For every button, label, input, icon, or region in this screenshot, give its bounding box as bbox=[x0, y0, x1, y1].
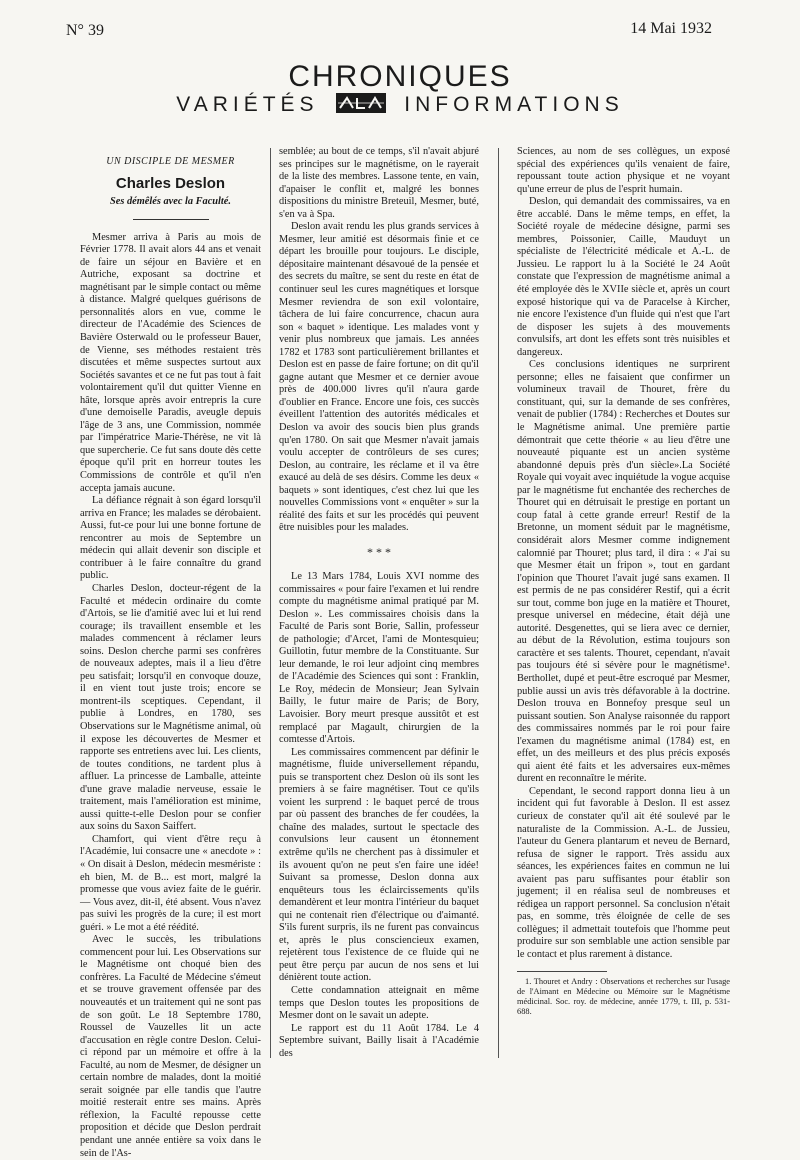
footnote: 1. Thouret et Andry : Observations et recherches sur l'usage de l'Aimant en Médecine ou Mémoire sur le Magnétisme médicinal. Soc. roy. de médecine, année 1779, t. III, p. 531-688. bbox=[517, 976, 730, 1016]
paragraph: semblée; au bout de ce temps, s'il n'avait abjuré ses principes sur le magnétisme, on le rayerait de la liste des membres. Lassone tente, en vain, d'apaiser le conflit et, malgré les bonnes dispositions du ministre Breteuil, Mesmer, buté, s'en va à Spa. bbox=[279, 146, 479, 220]
paragraph: Ces conclusions identiques ne surprirent personne; elles ne faisaient que confirmer un volumineux travail de Thouret, frère du constituant, qui, sur la demande de ses confrères, venait de publier (1784) : Recherches et Doutes sur le Magnétisme animal. Une première partie démontrait que cette théorie « au lieu d'être une nouveauté piquante est un ancien système abandonné depuis près d'un siècle».La Société Royale qui voyait avec inquiétude la vogue acquise par le magnétisme fut enchantée des recherches de Thouret qui en détruisait le prestige en portant un coup fatal à cette grande erreur! Restif de la Bretonne, un moment séduit par le magnétisme, considérait alors Mesmer comme indignement calomnié par Thouret; plus tard, il dira : « J'ai su que Mesmer était un fripon », tout en gardant l'opinion que Thouret l'avait jugé sans examen. Il est permis de ne pas considérer Restif, qui a écrit sur tout, comme bon juge en la matière et Thouret, presque universel en médecine, était déjà une autorité. Desgenettes, qui se liera avec ce dernier, au début de la Révolution, estima toujours son caractère et ses talents. Thouret, cependant, n'avait pas toujours été si sévère pour le magnétisme¹. Berthollet, dupé et peut-être escroqué par Mesmer, publie aussi un avis très défavorable à la doctrine. Deslon trouva en Bonnefoy presque seul un puissant soutien. Son Analyse raisonnée du rapport des commissaires nommés par le roi pour faire l'examen du magnétisme animal (1784) est, en effet, un des meilleurs et des plus précis exposés qui aient été faits et les adversaires eux-mêmes durent en reconnaître le mérite. bbox=[517, 359, 730, 785]
paragraph: Deslon, qui demandait des commissaires, va en être accablé. Dans le même temps, en effet, la Société royale de médecine désigne, parmi ses membres, Poissonier, Caille, Mauduyt un spécialiste de l'électricité médicale et A.-L. de Jussieu. Le rapport lu à la Société le 24 Août constate que l'expression de magnétisme animal a été employée dès le XVIIe siècle et, après un court exposé historique qui va de Paracelse à Kircher, nie encore l'existence d'un fluide qui n'est que l'art de disposer les sujets à des mouvements convulsifs, art dont les effets sont très nuisibles et dangereux. bbox=[517, 196, 730, 358]
column-divider bbox=[270, 148, 271, 1058]
paragraph: Les commissaires commencent par définir le magnétisme, fluide universellement répandu, puis se transportent chez Deslon où ils sont les premiers à se faire magnétiser. Tout ce qu'ils voient les surprend : le baquet percé de trous par où passent des branches de fer coudées, la chaîne des malades, surtout le spectacle des convulsions leur causent un étonnement extrême qu'ils ne cherchent pas à dissimuler et ils avouent qu'on ne peut s'en faire une idée! Suivant sa promesse, Deslon donna aux enquêteurs tous les éclaircissements qu'ils demandèrent et leur montra l'intérieur du baquet qui ne contenait rien d'électrique ou d'aimanté. S'ils furent surpris, ils ne furent pas convaincus et, après le plus consciencieux examen, rejetèrent tous l'existence de ce fluide qui ne peut être perçu par aucun de nos sens et lui dénièrent toute action. bbox=[279, 746, 479, 984]
paragraph: Avec le succès, les tribulations commencent pour lui. Les Observations sur le Magnétisme ont choqué bien des confrères. La Faculté de Médecine s'émeut et se trouve gravement offensée par des nouveautés et un traitement qui ne sont pas de son goût. Le 18 Septembre 1780, Roussel de Vauzelles lit un acte d'accusation en règle contre Deslon. Celui-ci répond par un mémoire et offre à la Faculté, au nom de Mesmer, de désigner un certain nombre de malades, dont la moitié serait soignée par elle tandis que l'autre moitié resterait entre ses mains. Après réflexion, la Faculté repousse cette proposition et décide que Deslon perdrait pendant une année entière sa voix dans le sein de l'As- bbox=[80, 934, 261, 1159]
paragraph: Charles Deslon, docteur-régent de la Faculté et médecin ordinaire du comte d'Artois, se lie d'amitié avec lui et lui rend courage; ils travaillent ensemble et les malades commencent à réclamer leurs soins. Deslon cherche parmi ses confrères de nouveaux adeptes, mais il a lieu d'être peu satisfait; lorsqu'il en convoque douze, il en vient tout juste trois; encore se montrent-ils sceptiques. Cependant, il publie à Londres, en 1780, ses Observations sur le Magnétisme animal, où il expose les découvertes de Mesmer et rapporte ses entretiens avec lui. Les clients, de toutes conditions, ne tardent plus à affluer. La princesse de Lamballe, atteinte d'une grave maladie nerveuse, essaie le traitement, mais l'amélioration est minime, aussi quitte-t-elle Deslon pour se confier aux soins du Saxon Saiffert. bbox=[80, 582, 261, 833]
paragraph: Deslon avait rendu les plus grands services à Mesmer, leur amitié est désormais finie et ce départ les brouille pour toujours. Le disciple, dépositaire maintenant désavoué de la pensée et des secrets du maître, se sent du reste en état de continuer seul les cures magnétiques et lorsque Mesmer reviendra de son exil volontaire, tâchera de lui faire concurrence, chacun aura son « baquet » identique. Les malades vont y venir plus nombreux que jamais. Les années 1782 et 1783 sont particulièrement brillantes et Deslon est en passe de faire fortune; on dit qu'il gagne autant que Mesmer et ce dernier avoue près de 400.000 livres qu'il n'aura garde d'oublier en France. Encore une fois, ces succès éveillent l'attention des autorités médicales et Deslon va avoir des soucis bien plus grands qu'en 1780. On sait que Mesmer n'avait jamais voulu accepter de contrôleurs de ses cures; Deslon, au contraire, les réclame et il va être exaucé au delà de ses désirs. Comme les deux « baquets » sont identiques, c'est chez lui que les nouvelles Commissions vont « enquêter » sur la réalité des faits et sur les procédés qui peuvent être nuisibles pour les malades. bbox=[279, 221, 479, 534]
paragraph: La défiance régnait à son égard lorsqu'il arriva en France; les malades se dérobaient. Aussi, fut-ce pour lui une bonne fortune de rencontrer au mois de Septembre un médecin qui allait devenir son disciple et contribuer à le faire connaître du grand public. bbox=[80, 495, 261, 582]
article-deck: Ses démêlés avec la Faculté. bbox=[110, 196, 231, 208]
column-divider bbox=[498, 148, 499, 1058]
article-kicker: UN DISCIPLE DE MESMER bbox=[106, 156, 235, 167]
section-subtitle bbox=[0, 92, 800, 117]
paragraph: Cette condamnation atteignait en même temps que Deslon toutes les propositions de Mesmer dont on le savait un adepte. bbox=[279, 985, 479, 1022]
subtitle-right: INFORMATIONS bbox=[404, 93, 624, 116]
paragraph: Sciences, au nom de ses collègues, un exposé spécial des expériences qu'ils venaient de faire, repoussant toute action physique et ne voyant qu'une erreur de plus de l'esprit humain. bbox=[517, 146, 730, 195]
subtitle-left: VARIÉTÉS bbox=[176, 93, 319, 116]
article-headline: Charles Deslon bbox=[115, 174, 226, 192]
section-break-asterisks: * * * bbox=[367, 544, 391, 559]
column-1 bbox=[80, 146, 261, 1159]
issue-number: N° 39 bbox=[66, 22, 104, 39]
headline-rule bbox=[133, 219, 209, 220]
paragraph: Cependant, le second rapport donna lieu à un incident qui fut favorable à Deslon. Il est assez curieux de constater qu'il ait été soulevé par le naturaliste de la Commission. A.-L. de Jussieu, l'auteur du Genera plantarum et neveu de Bernard, refusa de signer le rapport. Très assidu aux séances, les expériences faites en commun ne lui avaient pas paru suffisantes pour établir son jugement; il en réalisa seul de nombreuses et rédigea un rapport personnel. Sa conclusion n'était pas, en somme, très éloignée de celle de ses collègues; il admettait toutefois que l'homme peut produire sur son semblable une action sensible par le contact et plus rarement à distance. bbox=[517, 785, 730, 960]
column-2 bbox=[279, 146, 479, 1060]
paragraph: Chamfort, qui vient d'être reçu à l'Académie, lui consacre une « anecdote » : « On disait à Deslon, médecin mesmériste : eh bien, M. de B... est mort, malgré la promesse que vous aviez faite de le guérir. — Vous avez, dit-il, été absent. Vous n'avez pas suivi les progrès de la cure; il est mort guéri. » Le mot a été réédité. bbox=[80, 833, 261, 933]
column-3 bbox=[517, 146, 730, 1060]
section-title: CHRONIQUES bbox=[288, 60, 512, 93]
ornament-logo-icon bbox=[335, 92, 387, 114]
issue-date: 14 Mai 1932 bbox=[630, 20, 712, 37]
paragraph: Le 13 Mars 1784, Louis XVI nomme des commissaires « pour faire l'examen et lui rendre compte du magnétisme animal pratiqué par M. Deslon ». Les commissaires choisis dans la Faculté de Paris sont Borie, Sallin, professeur de pathologie; d'Arcet, l'ami de Montesquieu; Guillotin, futur membre de la Constituante. Sur leur demande, le roi leur adjoint cinq membres de l'Académie des Sciences qui sont : Franklin, Le Roy, médecin de Monsieur; Jean Sylvain Bailly, le futur maire de Paris; de Bory, Lavoisier. Bory meurt presque aussitôt et est remplacé par Magault, chirurgien de la comtesse d'Artois. bbox=[279, 570, 479, 746]
footnote-rule bbox=[517, 971, 607, 972]
paragraph: Mesmer arriva à Paris au mois de Février 1778. Il avait alors 44 ans et venait de faire un séjour en Bavière et en Autriche, exposant sa doctrine et magnétisant par le simple contact ou même à distance. Malgré quelques guérisons de personnalités alors en vue, comme le directeur de l'Académie des Sciences de Bavière Osterwald ou le professeur Bauer, de Vienne, ses méthodes restaient très discutées et même suspectes surtout aux Sociétés savantes et ce ne fut pas tout à fait volontairement qu'il dut quitter Vienne en hâte, lorsque après avoir entrepris la cure d'une demoiselle Paradis, aveugle depuis l'âge de 3 ans, une Commission, nommée par l'impératrice Marie-Thérèse, ne vit là que supercherie. Ce fut sans doute dès cette époque qu'il prit en horreur toutes les Commissions de contrôle et qu'il n'en accepta jamais aucune. bbox=[80, 231, 261, 494]
paragraph: Le rapport est du 11 Août 1784. Le 4 Septembre suivant, Bailly lisait à l'Académie des bbox=[279, 1022, 479, 1059]
